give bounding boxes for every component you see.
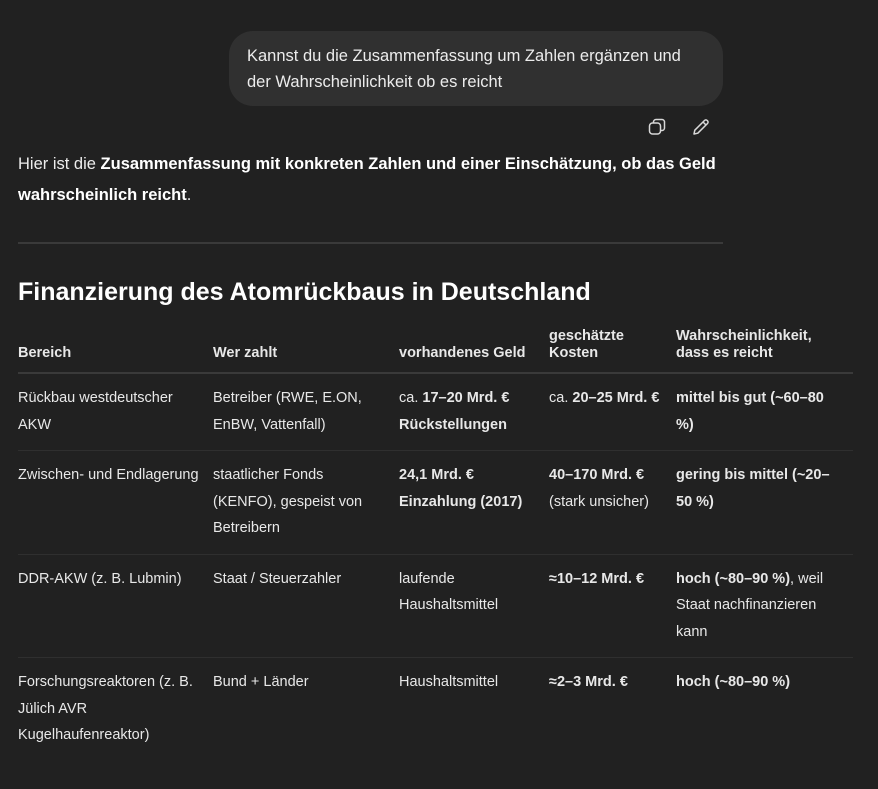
cell-vorhandenes-geld: 24,1 Mrd. € Einzahlung (2017) — [399, 451, 549, 555]
cell-geschaetzte-kosten: ≈2–3 Mrd. € — [549, 674, 628, 690]
cell-bereich: Forschungsreaktoren (z. B. Jülich AVR Kugelhaufenreaktor) — [18, 674, 193, 743]
header-wahrscheinlichkeit: Wahrscheinlichkeit, dass es reicht — [676, 322, 853, 373]
copy-button[interactable] — [646, 114, 668, 140]
cell-vorhandenes-geld: Haushaltsmittel — [399, 674, 499, 690]
cell-geschaetzte-kosten: ca. 20–25 Mrd. € — [549, 373, 676, 451]
cell-bereich: Zwischen- und Endlagerung — [18, 451, 213, 555]
cell-bereich: Rückbau westdeutscher AKW — [18, 373, 213, 451]
edit-icon — [691, 117, 711, 137]
cell-vorhandenes-geld: ca. 17–20 Mrd. € Rückstellungen — [399, 373, 549, 451]
user-message-text: Kannst du die Zusammenfassung um Zahlen ergänzen und der Wahrscheinlichkeit ob es reicht — [247, 47, 681, 91]
table-row — [18, 373, 853, 451]
header-bereich: Bereich — [18, 322, 213, 373]
cell-wer-zahlt: Betreiber (RWE, E.ON, EnBW, Vattenfall) — [213, 373, 399, 451]
cell-geschaetzte-kosten: ≈10–12 Mrd. € — [549, 554, 676, 658]
cell-wer-zahlt: Bund + Länder — [213, 674, 309, 690]
table-row — [18, 451, 853, 555]
table-row — [18, 658, 853, 761]
cell-wer-zahlt: staatlicher Fonds (KENFO), gespeist von Betreibern — [213, 451, 399, 555]
cell-wahrscheinlichkeit: gering bis mittel (~20–50 %) — [676, 451, 853, 555]
header-vorhandenes-geld: vorhandenes Geld — [399, 322, 549, 373]
section-heading: Finanzierung des Atomrückbaus in Deutschland — [18, 278, 591, 306]
table-row — [18, 554, 853, 658]
cell-wahrscheinlichkeit: hoch (~80–90 %), weil Staat nachfinanzieren kann — [676, 554, 853, 658]
cell-wahrscheinlichkeit: mittel bis gut (~60–80 %) — [676, 373, 853, 451]
cell-vorhandenes-geld: laufende Haushaltsmittel — [399, 554, 549, 658]
message-actions — [646, 114, 712, 140]
table-header-row — [18, 322, 853, 373]
financing-table — [18, 322, 853, 761]
intro-prefix: Hier ist die — [18, 155, 101, 173]
cell-bereich: DDR-AKW (z. B. Lubmin) — [18, 554, 213, 658]
header-geschaetzte-kosten: geschätzte Kosten — [549, 322, 676, 373]
header-wer-zahlt: Wer zahlt — [213, 322, 399, 373]
cell-wahrscheinlichkeit: hoch (~80–90 %) — [676, 674, 791, 690]
user-message-bubble — [229, 31, 723, 106]
section-divider — [18, 242, 723, 244]
intro-bold: Zusammenfassung mit konkreten Zahlen und einer Einschätzung, ob das Geld wahrscheinlich reicht — [18, 155, 716, 204]
cell-wer-zahlt: Staat / Steuerzahler — [213, 554, 399, 658]
cell-geschaetzte-kosten: 40–170 Mrd. € (stark unsicher) — [549, 451, 676, 555]
edit-button[interactable] — [690, 114, 712, 140]
assistant-intro — [18, 149, 738, 211]
copy-icon — [647, 117, 667, 137]
intro-suffix: . — [186, 186, 192, 204]
